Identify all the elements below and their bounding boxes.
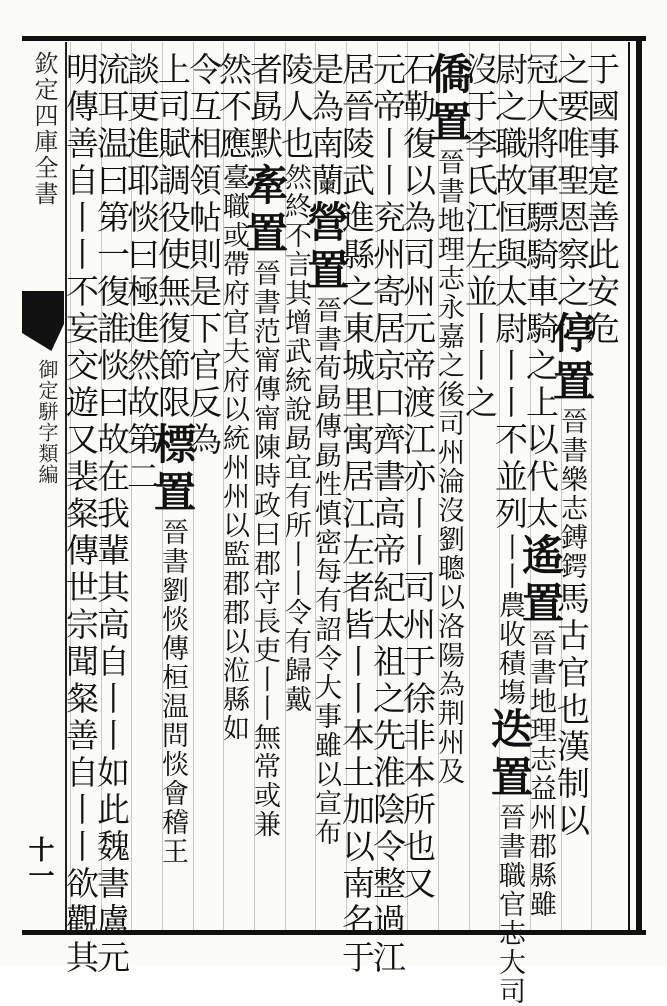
column-text: 晉書職官志大司 bbox=[494, 803, 525, 1006]
column-text: 冠大將軍驃騎車騎之上以代太 bbox=[521, 52, 560, 533]
folio-number: 十一 bbox=[24, 836, 54, 888]
column-text: 晉書范甯傳甯陳時政曰郡守長吏丨丨無常或兼 bbox=[249, 259, 280, 839]
entry-headword: 營置 bbox=[301, 200, 350, 296]
column-text: 流耳温曰第一復誰惔曰故在我輩其高自丨丨如此魏書盧元 bbox=[92, 52, 131, 977]
frame-right-inner-rule bbox=[628, 42, 630, 930]
column-text: 之要唯聖恩察之 bbox=[552, 52, 591, 311]
entry-headword: 標置 bbox=[148, 422, 197, 518]
column-text: 晉書地理志益州郡縣雖 bbox=[525, 629, 556, 919]
text-column bbox=[148, 52, 197, 920]
column-text: 晉書樂志鎛鍔 bbox=[556, 407, 587, 581]
text-column bbox=[276, 52, 315, 920]
text-column bbox=[485, 52, 534, 1006]
column-text: 上司賦調役使無復節限 bbox=[153, 52, 192, 422]
text-column bbox=[301, 52, 350, 920]
column-text: 沒于李氏江左並丨丨之 bbox=[460, 52, 499, 422]
column-text: 談更進耶惔曰極進然故第二 bbox=[122, 52, 161, 496]
column-text: 陵人也 bbox=[276, 52, 315, 163]
text-column bbox=[398, 52, 437, 920]
column-text: 令互相領帖則是下官反為 bbox=[184, 52, 223, 459]
text-column bbox=[61, 52, 100, 977]
text-column bbox=[240, 52, 289, 920]
frame-right-border bbox=[636, 36, 642, 935]
column-text: 晉書劉惔傳桓温問惔會稽王 bbox=[157, 518, 188, 866]
text-column bbox=[92, 52, 131, 977]
column-text: 尉之職故恒與太尉丨丨不並列 bbox=[490, 52, 529, 533]
column-text: 者勗默 bbox=[245, 52, 284, 163]
column-text: 然終不言其增武統說勗宜有所丨丨令有歸戴 bbox=[280, 163, 311, 714]
text-column bbox=[460, 52, 499, 920]
text-column bbox=[424, 52, 473, 920]
book-spine bbox=[22, 41, 64, 930]
column-text: 然不應 bbox=[214, 52, 253, 163]
column-text: 丨丨農收積塲 bbox=[494, 533, 525, 707]
entry-headword: 停置 bbox=[547, 311, 596, 407]
fishtail-mark bbox=[22, 291, 64, 351]
column-text: 明傳善自丨丨不妄交遊又裴粲傳世宗聞粲善自丨丨欲觀其 bbox=[61, 52, 100, 977]
spine-title: 欽定四庫全書 bbox=[30, 51, 58, 207]
entry-headword: 牽置 bbox=[240, 163, 289, 259]
text-column bbox=[337, 52, 376, 977]
text-column bbox=[122, 52, 161, 920]
column-text: 石勒復以為司州元帝渡江亦丨丨司州于徐非本所也又 bbox=[398, 52, 437, 903]
entry-headword: 遙置 bbox=[516, 533, 565, 629]
text-column bbox=[582, 52, 621, 920]
text-column bbox=[368, 52, 407, 977]
column-text: 元帝丨丨兖州寄居京口齊書高帝紀太祖之先淮陰令整過江 bbox=[368, 52, 407, 977]
entry-headword: 迭置 bbox=[485, 707, 534, 803]
column-text: 是為南蘭 bbox=[306, 52, 345, 200]
column-text: 晉書地理志永嘉之後司州淪沒劉聰以洛陽為荆州及 bbox=[433, 148, 464, 786]
frame-top-border bbox=[22, 36, 646, 41]
text-column bbox=[184, 52, 223, 920]
text-column bbox=[214, 52, 253, 920]
column-text: 晉書荀勗傳勗性慎密每有詔令大事雖以宣布 bbox=[310, 296, 341, 847]
column-text: 居晉陵武進縣之東城里寓居江左者皆丨丨本土加以南名于 bbox=[337, 52, 376, 977]
column-text: 臺職或帶府官夫府以統州州以監郡郡以涖縣如 bbox=[218, 163, 249, 743]
spine-book-name: 御定駢字類編 bbox=[35, 359, 59, 485]
column-text: 于國事寔善此安危 bbox=[582, 52, 621, 348]
text-column bbox=[547, 52, 596, 920]
text-column bbox=[516, 52, 565, 920]
column-text: 馬古官也漢制以 bbox=[552, 581, 591, 840]
entry-headword: 僑置 bbox=[424, 52, 473, 148]
